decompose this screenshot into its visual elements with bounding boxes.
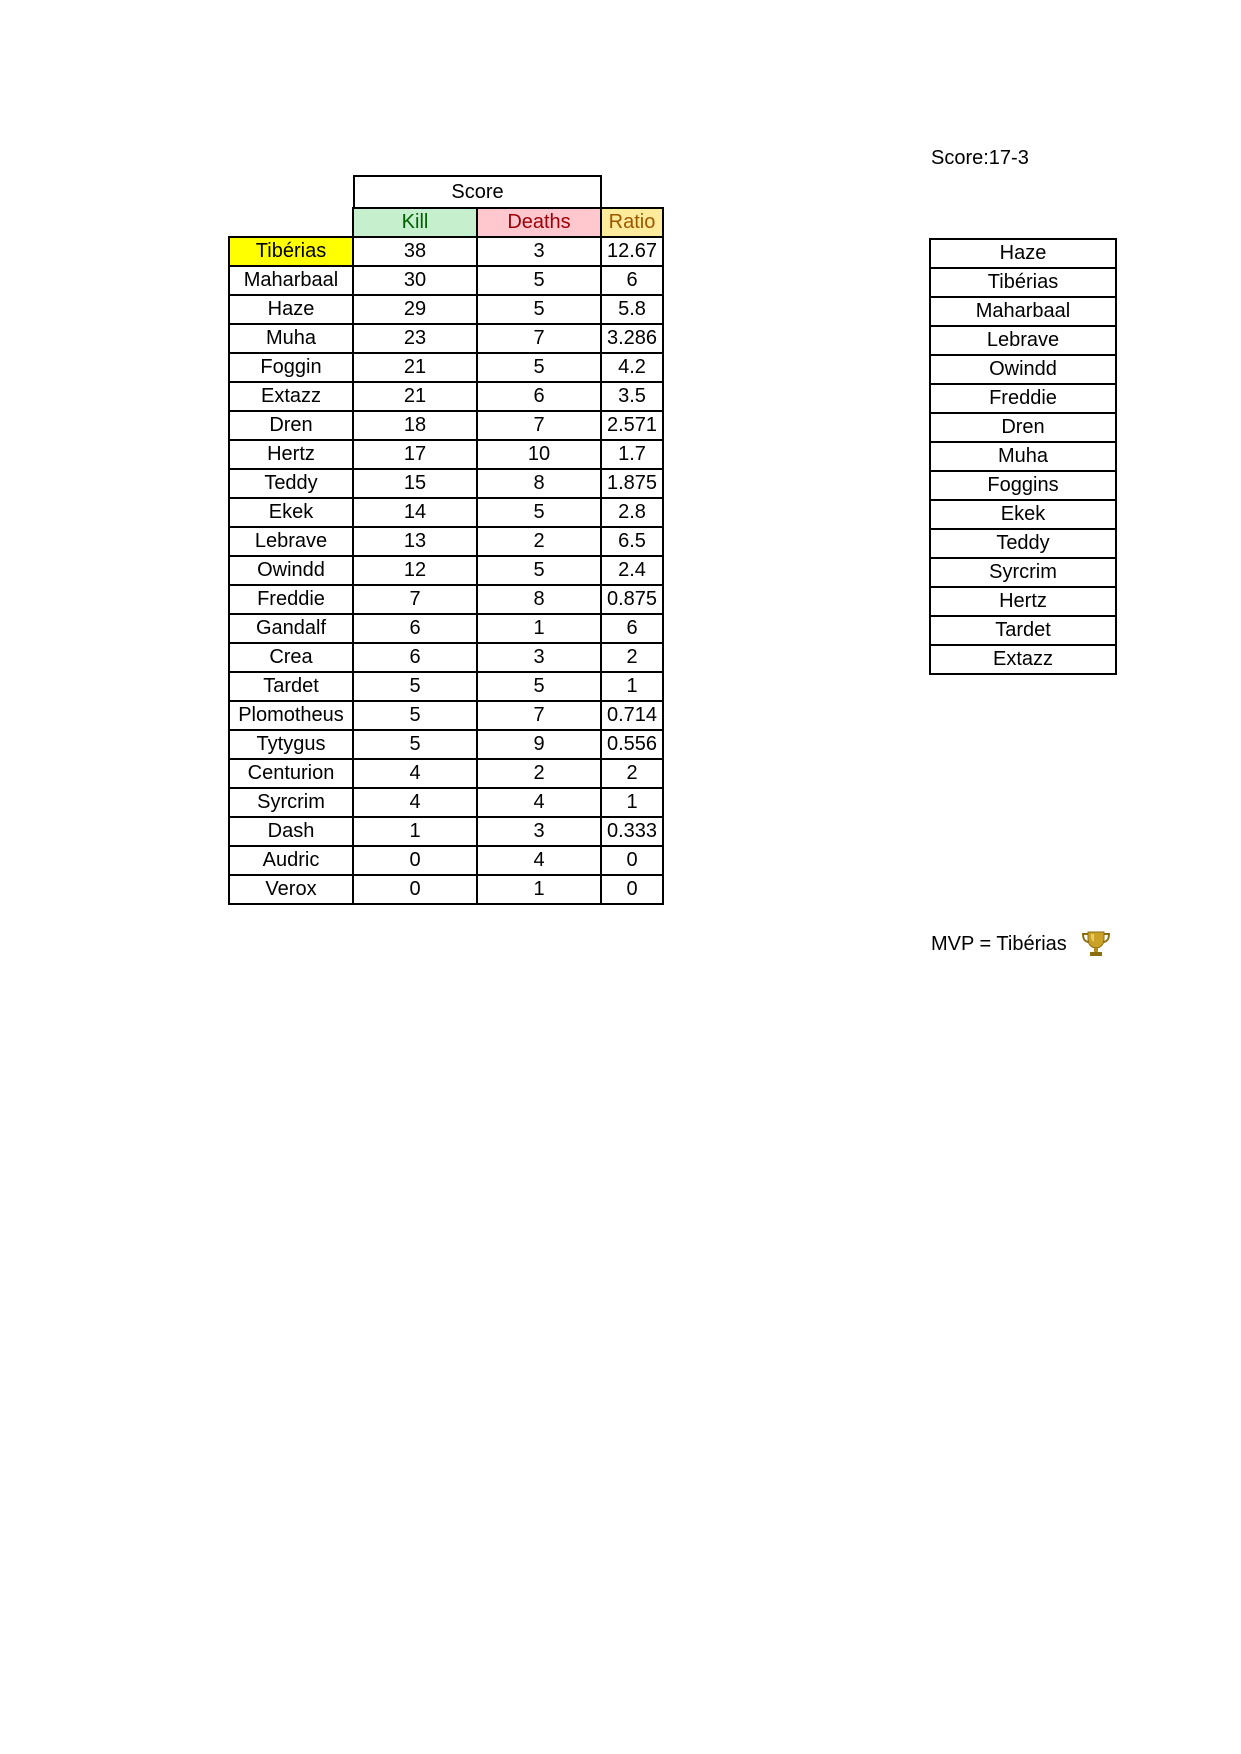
list-item <box>930 268 1116 297</box>
kill-cell: 21 <box>353 353 477 382</box>
side-player-name: Maharbaal <box>930 297 1116 326</box>
player-name-cell: Centurion <box>229 759 353 788</box>
table-row <box>229 353 663 382</box>
list-item <box>930 529 1116 558</box>
side-player-name: Muha <box>930 442 1116 471</box>
kill-cell: 1 <box>353 817 477 846</box>
side-player-name: Ekek <box>930 500 1116 529</box>
player-name-cell: Lebrave <box>229 527 353 556</box>
side-player-name: Hertz <box>930 587 1116 616</box>
list-item <box>930 413 1116 442</box>
table-row <box>229 643 663 672</box>
player-name-cell: Crea <box>229 643 353 672</box>
deaths-cell: 5 <box>477 556 601 585</box>
table-row <box>229 817 663 846</box>
ratio-cell: 1 <box>601 672 663 701</box>
deaths-cell: 8 <box>477 469 601 498</box>
deaths-cell: 4 <box>477 846 601 875</box>
player-name-cell: Extazz <box>229 382 353 411</box>
player-name-cell: Freddie <box>229 585 353 614</box>
table-header-row <box>229 208 663 237</box>
table-row <box>229 556 663 585</box>
deaths-cell: 7 <box>477 701 601 730</box>
kill-cell: 30 <box>353 266 477 295</box>
ratio-cell: 4.2 <box>601 353 663 382</box>
deaths-cell: 2 <box>477 759 601 788</box>
deaths-cell: 3 <box>477 817 601 846</box>
list-item <box>930 297 1116 326</box>
ratio-cell: 1.875 <box>601 469 663 498</box>
score-group-header: Score <box>353 175 602 208</box>
ratio-cell: 3.5 <box>601 382 663 411</box>
kill-cell: 4 <box>353 759 477 788</box>
player-name-cell: Teddy <box>229 469 353 498</box>
deaths-cell: 7 <box>477 324 601 353</box>
kill-cell: 13 <box>353 527 477 556</box>
deaths-cell: 1 <box>477 875 601 904</box>
player-name-cell: Owindd <box>229 556 353 585</box>
player-name-cell: Haze <box>229 295 353 324</box>
side-player-name: Syrcrim <box>930 558 1116 587</box>
ratio-cell: 6 <box>601 266 663 295</box>
mvp-line <box>931 930 1111 958</box>
list-item <box>930 384 1116 413</box>
side-player-name: Extazz <box>930 645 1116 674</box>
list-item <box>930 239 1116 268</box>
list-item <box>930 471 1116 500</box>
table-row <box>229 498 663 527</box>
ratio-cell: 2.571 <box>601 411 663 440</box>
ratio-cell: 0.875 <box>601 585 663 614</box>
list-item <box>930 326 1116 355</box>
deaths-cell: 3 <box>477 643 601 672</box>
deaths-cell: 5 <box>477 295 601 324</box>
kill-cell: 12 <box>353 556 477 585</box>
ratio-cell: 2 <box>601 759 663 788</box>
deaths-cell: 10 <box>477 440 601 469</box>
ratio-cell: 5.8 <box>601 295 663 324</box>
player-name-cell: Audric <box>229 846 353 875</box>
player-name-cell: Tardet <box>229 672 353 701</box>
side-player-name: Owindd <box>930 355 1116 384</box>
table-row <box>229 759 663 788</box>
ratio-header: Ratio <box>601 208 663 237</box>
list-item <box>930 558 1116 587</box>
list-item <box>930 616 1116 645</box>
player-stats-table <box>228 207 664 905</box>
table-row <box>229 701 663 730</box>
score-summary: Score:17-3 <box>931 147 1029 169</box>
side-player-name: Foggins <box>930 471 1116 500</box>
table-row <box>229 614 663 643</box>
deaths-cell: 6 <box>477 382 601 411</box>
ratio-cell: 0 <box>601 875 663 904</box>
player-name-cell: Maharbaal <box>229 266 353 295</box>
deaths-cell: 5 <box>477 353 601 382</box>
table-row <box>229 469 663 498</box>
table-row <box>229 266 663 295</box>
deaths-cell: 3 <box>477 237 601 266</box>
kill-cell: 14 <box>353 498 477 527</box>
deaths-header: Deaths <box>477 208 601 237</box>
table-row <box>229 382 663 411</box>
deaths-cell: 2 <box>477 527 601 556</box>
table-row <box>229 295 663 324</box>
side-player-list <box>929 238 1117 675</box>
deaths-cell: 1 <box>477 614 601 643</box>
kill-cell: 0 <box>353 875 477 904</box>
player-name-cell: Gandalf <box>229 614 353 643</box>
kill-cell: 29 <box>353 295 477 324</box>
ratio-cell: 3.286 <box>601 324 663 353</box>
kill-cell: 21 <box>353 382 477 411</box>
ratio-cell: 6.5 <box>601 527 663 556</box>
player-name-cell: Tytygus <box>229 730 353 759</box>
player-name-cell: Dash <box>229 817 353 846</box>
kill-cell: 17 <box>353 440 477 469</box>
ratio-cell: 1.7 <box>601 440 663 469</box>
list-item <box>930 645 1116 674</box>
player-name-cell: Hertz <box>229 440 353 469</box>
table-row <box>229 585 663 614</box>
kill-cell: 15 <box>353 469 477 498</box>
player-name-cell: Ekek <box>229 498 353 527</box>
table-row <box>229 527 663 556</box>
kill-cell: 5 <box>353 672 477 701</box>
table-row <box>229 237 663 266</box>
player-name-cell: Dren <box>229 411 353 440</box>
ratio-cell: 0 <box>601 846 663 875</box>
ratio-cell: 2 <box>601 643 663 672</box>
kill-cell: 5 <box>353 730 477 759</box>
deaths-cell: 8 <box>477 585 601 614</box>
mvp-text: MVP = Tibérias <box>931 932 1067 955</box>
ratio-cell: 0.714 <box>601 701 663 730</box>
ratio-cell: 12.67 <box>601 237 663 266</box>
player-name-cell: Verox <box>229 875 353 904</box>
table-row <box>229 411 663 440</box>
deaths-cell: 5 <box>477 672 601 701</box>
table-row <box>229 730 663 759</box>
kill-cell: 0 <box>353 846 477 875</box>
player-name-cell: Plomotheus <box>229 701 353 730</box>
table-row <box>229 875 663 904</box>
kill-cell: 6 <box>353 643 477 672</box>
table-row <box>229 788 663 817</box>
table-row <box>229 440 663 469</box>
deaths-cell: 9 <box>477 730 601 759</box>
player-name-cell: Syrcrim <box>229 788 353 817</box>
ratio-cell: 6 <box>601 614 663 643</box>
kill-cell: 4 <box>353 788 477 817</box>
kill-cell: 23 <box>353 324 477 353</box>
side-player-name: Teddy <box>930 529 1116 558</box>
table-row <box>229 672 663 701</box>
ratio-cell: 2.8 <box>601 498 663 527</box>
side-player-name: Haze <box>930 239 1116 268</box>
side-player-name: Lebrave <box>930 326 1116 355</box>
table-row <box>229 324 663 353</box>
kill-cell: 6 <box>353 614 477 643</box>
player-name-cell: Muha <box>229 324 353 353</box>
empty-corner-cell <box>229 208 353 237</box>
deaths-cell: 5 <box>477 266 601 295</box>
list-item <box>930 442 1116 471</box>
side-player-name: Freddie <box>930 384 1116 413</box>
ratio-cell: 2.4 <box>601 556 663 585</box>
deaths-cell: 4 <box>477 788 601 817</box>
ratio-cell: 0.333 <box>601 817 663 846</box>
kill-cell: 38 <box>353 237 477 266</box>
side-player-name: Tardet <box>930 616 1116 645</box>
table-row <box>229 846 663 875</box>
player-name-cell: Foggin <box>229 353 353 382</box>
kill-header: Kill <box>353 208 477 237</box>
side-player-name: Dren <box>930 413 1116 442</box>
ratio-cell: 0.556 <box>601 730 663 759</box>
kill-cell: 7 <box>353 585 477 614</box>
trophy-icon <box>1081 930 1111 958</box>
list-item <box>930 587 1116 616</box>
player-name-cell: Tibérias <box>229 237 353 266</box>
deaths-cell: 7 <box>477 411 601 440</box>
deaths-cell: 5 <box>477 498 601 527</box>
kill-cell: 5 <box>353 701 477 730</box>
side-player-name: Tibérias <box>930 268 1116 297</box>
list-item <box>930 355 1116 384</box>
kill-cell: 18 <box>353 411 477 440</box>
list-item <box>930 500 1116 529</box>
ratio-cell: 1 <box>601 788 663 817</box>
